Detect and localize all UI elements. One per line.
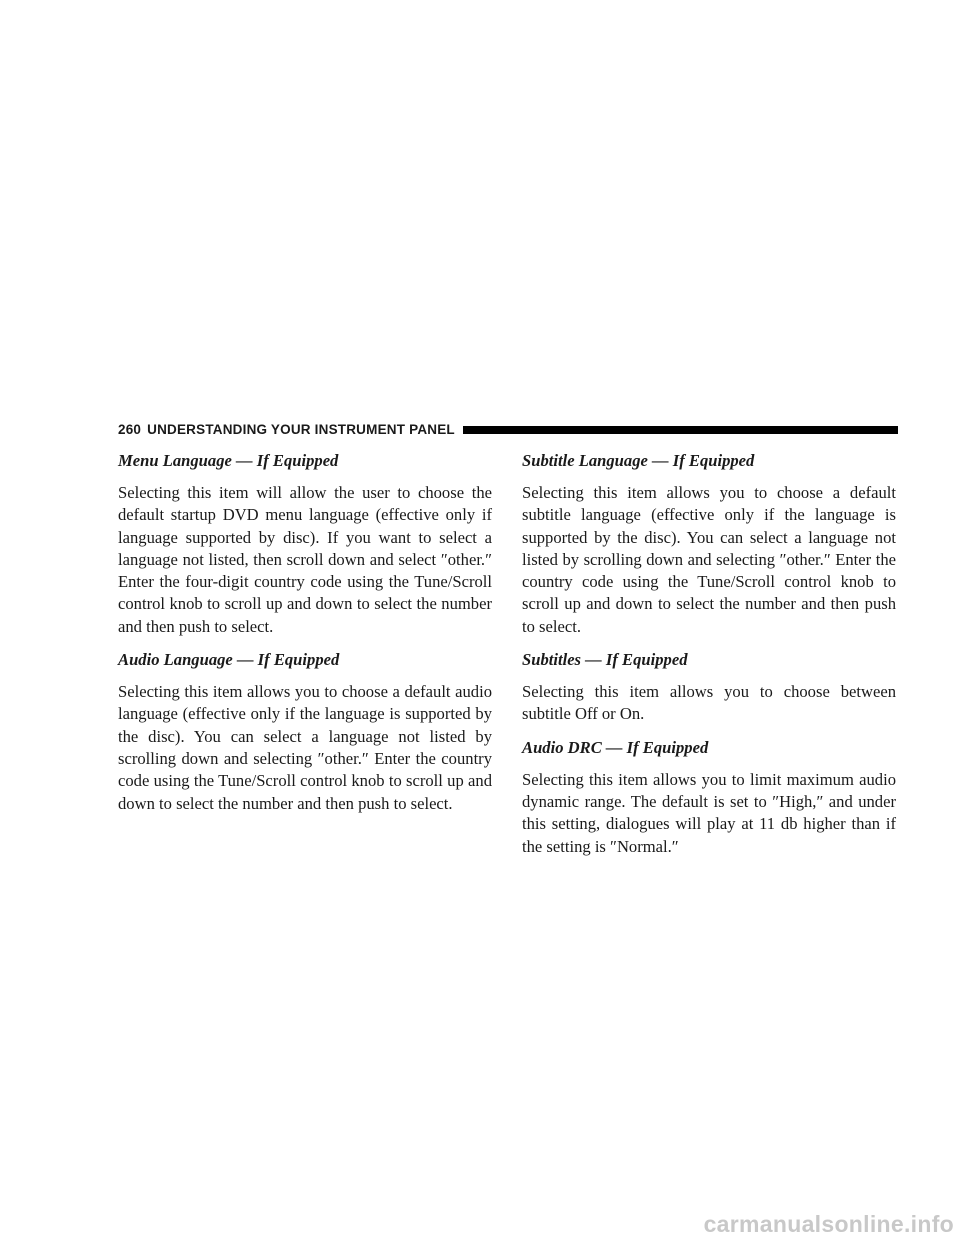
- left-column: [118, 450, 492, 826]
- section-title: UNDERSTANDING YOUR INSTRUMENT PANEL: [147, 421, 455, 437]
- page-header: [118, 420, 898, 438]
- audio-drc-section: [522, 737, 896, 858]
- watermark: carmanualsonline.info: [703, 1211, 954, 1237]
- section-heading: Subtitle Language — If Equipped: [522, 451, 755, 470]
- menu-language-section: [118, 450, 492, 638]
- audio-language-section: [118, 649, 492, 815]
- section-body: Selecting this item allows you to choose between subtitle Off or On.: [522, 682, 896, 724]
- right-column: [522, 450, 896, 869]
- section-body: Selecting this item allows you to limit maximum audio dynamic range. The default is set to ″High,″ and under this setting, dialogues will play at 11 db higher than if the setting is ″Normal.″: [522, 769, 896, 856]
- subtitle-language-section: [522, 450, 896, 638]
- section-body: Selecting this item allows you to choose a default audio language (effective only if the language is supported by the disc). You can select a language not listed by scrolling down and selecting ″other.″ Enter the country code using the Tune/Scroll control knob to scroll up and down to select the number and then push to select.: [118, 682, 492, 813]
- section-heading: Subtitles — If Equipped: [522, 650, 688, 670]
- section-heading: Menu Language — If Equipped: [118, 451, 339, 470]
- section-heading: Audio Language — If Equipped: [118, 650, 340, 670]
- page-number: 260: [118, 421, 142, 437]
- section-body: Selecting this item allows you to choose a default subtitle language (effective only if the language is supported by the disc). You can select a language not listed by scrolling down and selecting ″other.″ Enter the country code using the Tune/Scroll control knob to scroll up and down to select the number and then push to select.: [522, 483, 896, 636]
- section-heading: Audio DRC — If Equipped: [522, 737, 709, 757]
- header-rule: [463, 426, 898, 434]
- section-body: Selecting this item will allow the user to choose the default startup DVD menu language (effective only if language supported by disc). If you want to select a language not listed, then scroll down and select ″other.″ Enter the four-digit country code using the Tune/Scroll control knob to scroll up and down to select the number and then push to select.: [118, 483, 492, 636]
- subtitles-section: [522, 649, 896, 726]
